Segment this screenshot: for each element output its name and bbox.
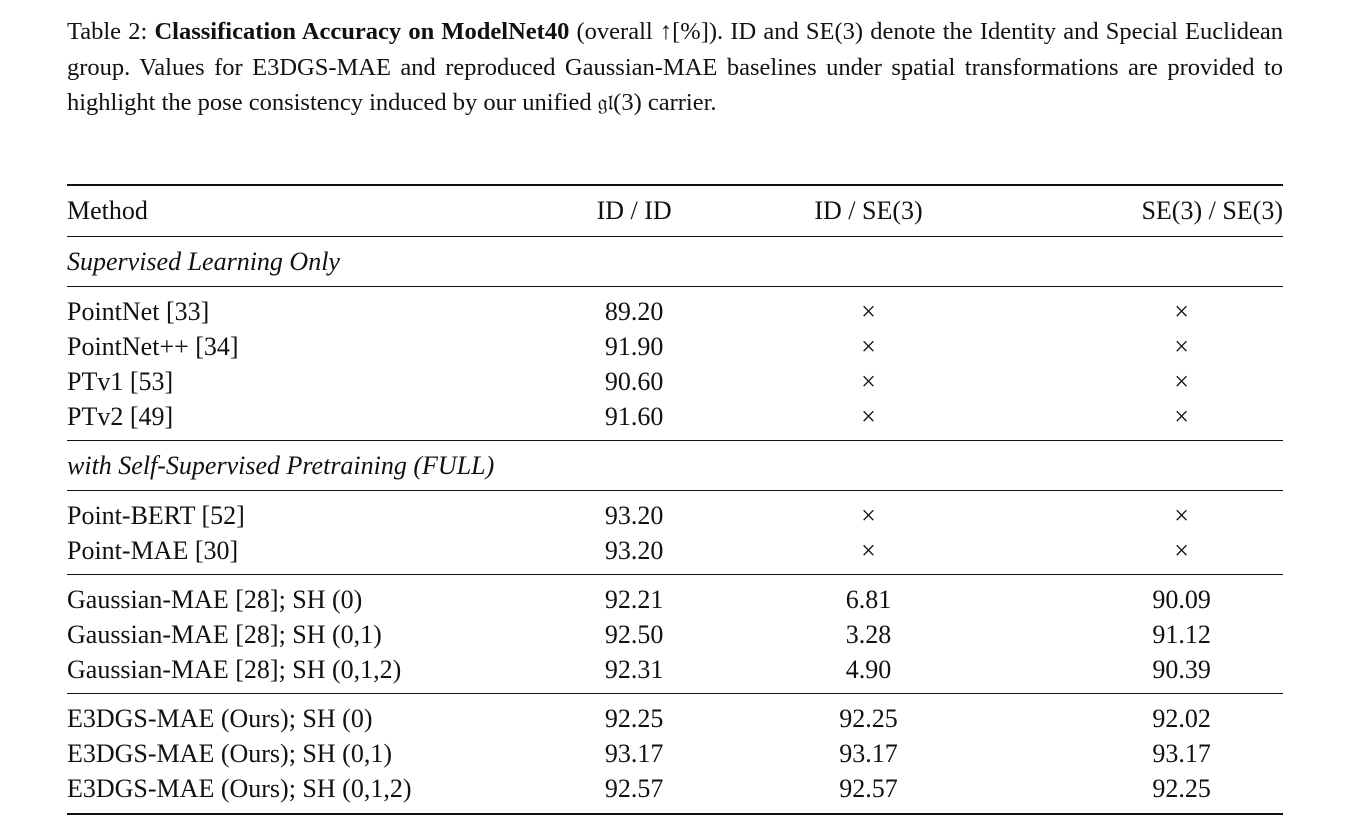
cell-id-id: 91.60 bbox=[552, 399, 717, 441]
group-title: with Self-Supervised Pretraining (FULL) bbox=[67, 441, 1283, 491]
caption-text-2: (3) carrier. bbox=[613, 89, 717, 116]
header-id-se3: ID / SE(3) bbox=[717, 185, 1021, 237]
cell-id-se3: × bbox=[861, 366, 876, 396]
table-group-row bbox=[67, 237, 1283, 287]
cell-id-id: 93.17 bbox=[604, 738, 664, 768]
cell-se3-se3: 90.39 bbox=[1020, 652, 1283, 694]
cell-id-id: 89.20 bbox=[604, 296, 664, 326]
header-id-id: ID / ID bbox=[552, 185, 717, 237]
table-caption bbox=[67, 14, 1283, 122]
table-row bbox=[67, 399, 1283, 441]
cell-id-id: 92.31 bbox=[552, 652, 717, 694]
cell-method: E3DGS-MAE (Ours); SH (0,1) bbox=[67, 738, 392, 768]
caption-frak-symbol: 𝔤𝔩 bbox=[597, 91, 614, 116]
cell-method: Gaussian-MAE [28]; SH (0) bbox=[67, 584, 363, 614]
cell-id-id: 92.50 bbox=[604, 619, 664, 649]
cell-se3-se3: 92.25 bbox=[1020, 771, 1283, 814]
caption-text-1: (overall ↑[%]). ID and SE(3) denote the Identity and Special Euclidean group. Values for E3DGS-MAE and reproduced Gaussian-MAE baselines under spatial transformations are provided to highlight the pose consistency induced by our unified bbox=[67, 18, 1284, 116]
cell-method: E3DGS-MAE (Ours); SH (0) bbox=[67, 703, 373, 733]
table-row bbox=[67, 329, 1283, 364]
caption-label: Table 2: bbox=[67, 18, 148, 45]
cell-method: Gaussian-MAE [28]; SH (0,1) bbox=[67, 619, 382, 649]
cell-id-se3: 4.90 bbox=[717, 652, 1021, 694]
cell-id-se3: 92.25 bbox=[839, 703, 898, 733]
cell-method: PTv1 [53] bbox=[67, 366, 174, 396]
table-header-row bbox=[67, 185, 1283, 237]
table-group-row bbox=[67, 441, 1283, 491]
cell-method: PTv2 [49] bbox=[67, 399, 552, 441]
cell-id-se3: 6.81 bbox=[845, 584, 892, 614]
cell-method: Point-MAE [30] bbox=[67, 533, 552, 575]
cell-id-id: 93.20 bbox=[604, 500, 664, 530]
cell-id-id: 90.60 bbox=[604, 366, 664, 396]
results-table bbox=[67, 184, 1283, 815]
cell-id-se3: × bbox=[861, 331, 876, 361]
cell-se3-se3: × bbox=[1174, 331, 1189, 361]
table-row bbox=[67, 771, 1283, 814]
cell-id-se3: × bbox=[861, 296, 876, 326]
cell-se3-se3: × bbox=[1174, 366, 1189, 396]
cell-id-id: 92.25 bbox=[604, 703, 664, 733]
cell-method: Point-BERT [52] bbox=[67, 500, 245, 530]
cell-method: Gaussian-MAE [28]; SH (0,1,2) bbox=[67, 652, 552, 694]
table-row bbox=[67, 575, 1283, 618]
table-row bbox=[67, 694, 1283, 737]
cell-id-se3: × bbox=[717, 399, 1021, 441]
caption-title: Classification Accuracy on ModelNet40 bbox=[154, 18, 570, 45]
cell-se3-se3: × bbox=[1174, 500, 1189, 530]
header-method: Method bbox=[67, 185, 552, 237]
cell-se3-se3: × bbox=[1174, 296, 1189, 326]
table-row bbox=[67, 364, 1283, 399]
cell-id-id: 91.90 bbox=[604, 331, 664, 361]
table-row bbox=[67, 491, 1283, 534]
table-row bbox=[67, 652, 1283, 694]
table-row bbox=[67, 533, 1283, 575]
cell-method: E3DGS-MAE (Ours); SH (0,1,2) bbox=[67, 771, 552, 814]
cell-id-id: 92.57 bbox=[552, 771, 717, 814]
cell-id-se3: 3.28 bbox=[845, 619, 892, 649]
cell-se3-se3: 90.09 bbox=[1152, 584, 1211, 614]
table-row bbox=[67, 287, 1283, 330]
table-row bbox=[67, 736, 1283, 771]
table-row bbox=[67, 617, 1283, 652]
cell-id-se3: 93.17 bbox=[839, 738, 898, 768]
header-se3-se3: SE(3) / SE(3) bbox=[1020, 185, 1283, 237]
cell-id-id: 93.20 bbox=[552, 533, 717, 575]
cell-method: PointNet [33] bbox=[67, 296, 210, 326]
cell-se3-se3: 91.12 bbox=[1152, 619, 1211, 649]
group-title: Supervised Learning Only bbox=[67, 237, 1283, 287]
cell-se3-se3: 93.17 bbox=[1152, 738, 1211, 768]
cell-se3-se3: × bbox=[1020, 533, 1283, 575]
cell-id-se3: 92.57 bbox=[717, 771, 1021, 814]
cell-id-se3: × bbox=[717, 533, 1021, 575]
cell-id-id: 92.21 bbox=[604, 584, 664, 614]
cell-se3-se3: 92.02 bbox=[1152, 703, 1211, 733]
cell-se3-se3: × bbox=[1020, 399, 1283, 441]
cell-id-se3: × bbox=[861, 500, 876, 530]
cell-method: PointNet++ [34] bbox=[67, 331, 239, 361]
